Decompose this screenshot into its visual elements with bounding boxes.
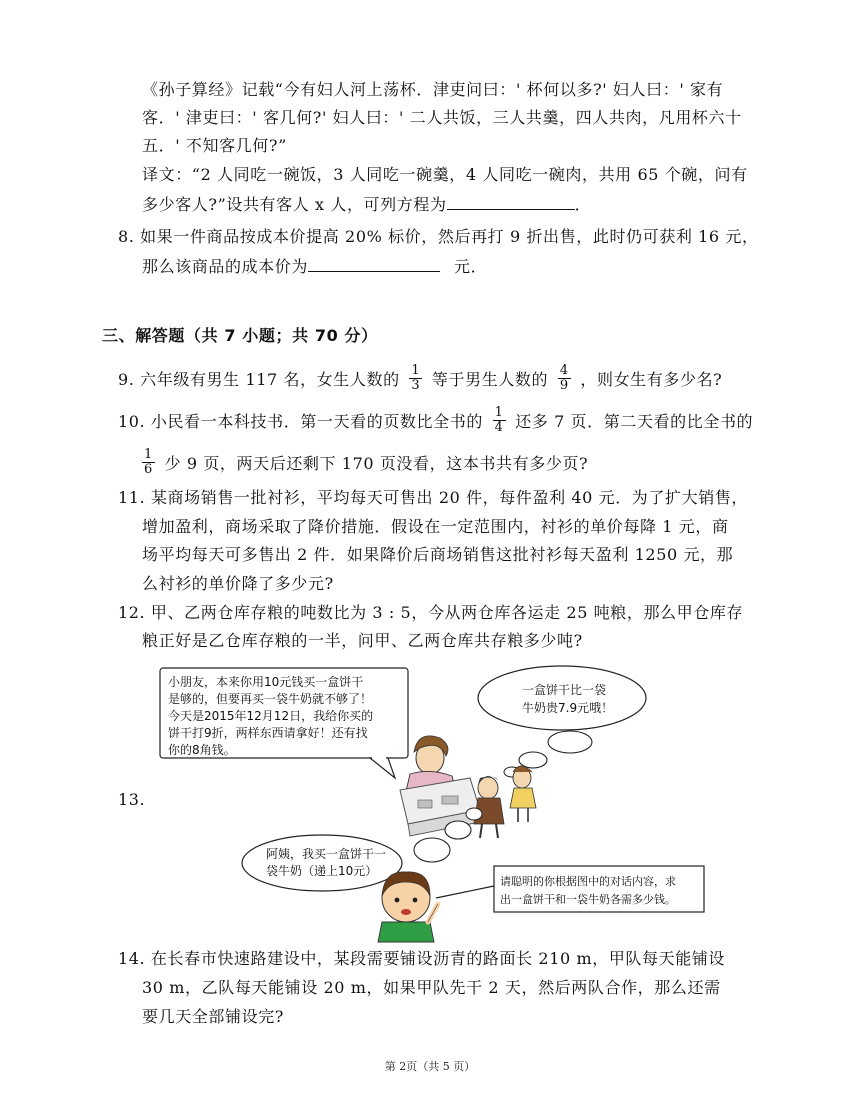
clerk-bubble-line-2: 是够的，但要再买一袋牛奶就不够了！ bbox=[168, 692, 373, 706]
q8-line-2-text: 那么该商品的成本价为 bbox=[142, 257, 309, 276]
clerk-bubble-line-4: 饼干打9折，两样东西请拿好！还有找 bbox=[168, 726, 368, 740]
q10-line-1 bbox=[118, 405, 754, 437]
clerk-bubble-line-5: 你的8角钱。 bbox=[168, 743, 236, 757]
page-footer: 第 2页（共 5 页） bbox=[384, 1060, 476, 1073]
q14-line-1: 14. 在长春市快速路建设中，某段需要铺设沥青的路面长 210 m，甲队每天能铺设 bbox=[118, 949, 726, 968]
clerk-bubble-line-3: 今天是2015年12月12日，我给你买的 bbox=[168, 709, 374, 723]
q7-line-5-end: ． bbox=[574, 195, 592, 214]
shop-scene bbox=[400, 736, 536, 838]
q9-fraction-1: $\frac{1}{3}$ bbox=[411, 363, 421, 393]
q11-line-1: 11. 某商场销售一批衬衫，平均每天可售出 20 件，每件盈利 40 元．为了扩大销售， bbox=[118, 488, 748, 507]
q11-line-2: 增加盈利，商场采取了降价措施．假设在一定范围内，衬衫的单价每降 1 元，商 bbox=[142, 517, 729, 536]
section-title: 三、解答题（共 7 小题；共 70 分） bbox=[102, 326, 378, 345]
q7-answer-blank[interactable] bbox=[447, 193, 575, 210]
q7-line-5-text: 多少客人?”设共有客人 x 人，可列方程为 bbox=[142, 195, 447, 214]
q10-fraction-1: $\frac{1}{4}$ bbox=[494, 405, 504, 435]
q8-answer-blank[interactable] bbox=[308, 255, 440, 272]
thought-bubble-line-1: 一盒饼干比一袋 bbox=[522, 683, 607, 697]
q10-line-2 bbox=[142, 447, 589, 479]
q10-text-c: 少 9 页，两天后还剩下 170 页没看，这本书共有多少页? bbox=[164, 454, 589, 473]
q10-text-b: 还多 7 页．第二天看的比全书的 bbox=[515, 412, 754, 431]
q9-line bbox=[118, 363, 723, 395]
q7-line-3: 五．' 不知客几何?” bbox=[142, 136, 287, 155]
q14-line-3: 要几天全部铺设完? bbox=[142, 1007, 284, 1026]
q8-line-2-end: 元． bbox=[454, 257, 488, 276]
prompt-line-1: 请聪明的你根据图中的对话内容，求 bbox=[500, 875, 676, 888]
prompt-line-2: 出一盒饼干和一袋牛奶各需多少钱。 bbox=[500, 893, 676, 906]
q10-fraction-2: $\frac{1}{6}$ bbox=[144, 447, 153, 477]
q9-text-b: 等于男生人数的 bbox=[431, 370, 549, 389]
q11-line-3: 场平均每天可多售出 2 件．如果降价后商场销售这批衬衫每天盈利 1250 元，那 bbox=[142, 545, 734, 564]
q7-line-1: 《孙子算经》记载“今有妇人河上荡杯．津吏问曰：' 杯何以多?' 妇人曰：' 家有 bbox=[142, 80, 724, 99]
q7-line-2: 客．' 津吏曰：' 客几何?' 妇人曰：' 二人共饭，三人共羹，四人共肉，凡用杯六十 bbox=[142, 108, 742, 127]
q9-fraction-2: $\frac{4}{9}$ bbox=[559, 363, 569, 393]
q13-number: 13. bbox=[118, 790, 146, 809]
q7-line-5 bbox=[142, 193, 591, 215]
q9-text-a: 9. 六年级有男生 117 名，女生人数的 bbox=[118, 370, 400, 389]
q10-text-a: 10. 小民看一本科技书．第一天看的页数比全书的 bbox=[118, 412, 483, 431]
q14-line-2: 30 m，乙队每天能铺设 20 m，如果甲队先干 2 天，然后两队合作，那么还需 bbox=[142, 978, 721, 997]
q8-line-2 bbox=[142, 255, 487, 277]
q9-text-c: ，则女生有多少名? bbox=[580, 370, 723, 389]
q13-illustration bbox=[0, 660, 860, 960]
clerk-bubble-line-1: 小朋友，本来你用10元钱买一盒饼干 bbox=[168, 675, 364, 689]
q12-line-1: 12. 甲、乙两仓库存粮的吨数比为 3 : 5，今从两仓库各运走 25 吨粮，那么甲仓库存 bbox=[118, 603, 744, 622]
child-bubble-line-2: 袋牛奶（递上10元） bbox=[266, 864, 378, 878]
thought-bubble-line-2: 牛奶贵7.9元哦！ bbox=[522, 701, 614, 715]
q11-line-4: 么衬衫的单价降了多少元? bbox=[142, 574, 334, 593]
q7-line-4: 译文：“2 人同吃一碗饭，3 人同吃一碗羹，4 人同吃一碗肉，共用 65 个碗，问有 bbox=[142, 165, 748, 184]
q8-line-1: 8. 如果一件商品按成本价提高 20% 标价，然后再打 9 折出售，此时仍可获利 16 元， bbox=[118, 227, 759, 246]
q12-line-2: 粮正好是乙仓库存粮的一半，问甲、乙两仓库共存粮多少吨? bbox=[142, 631, 583, 650]
child-bubble-line-1: 阿姨，我买一盒饼干一 bbox=[266, 847, 387, 861]
cartoon-boy bbox=[378, 872, 438, 942]
